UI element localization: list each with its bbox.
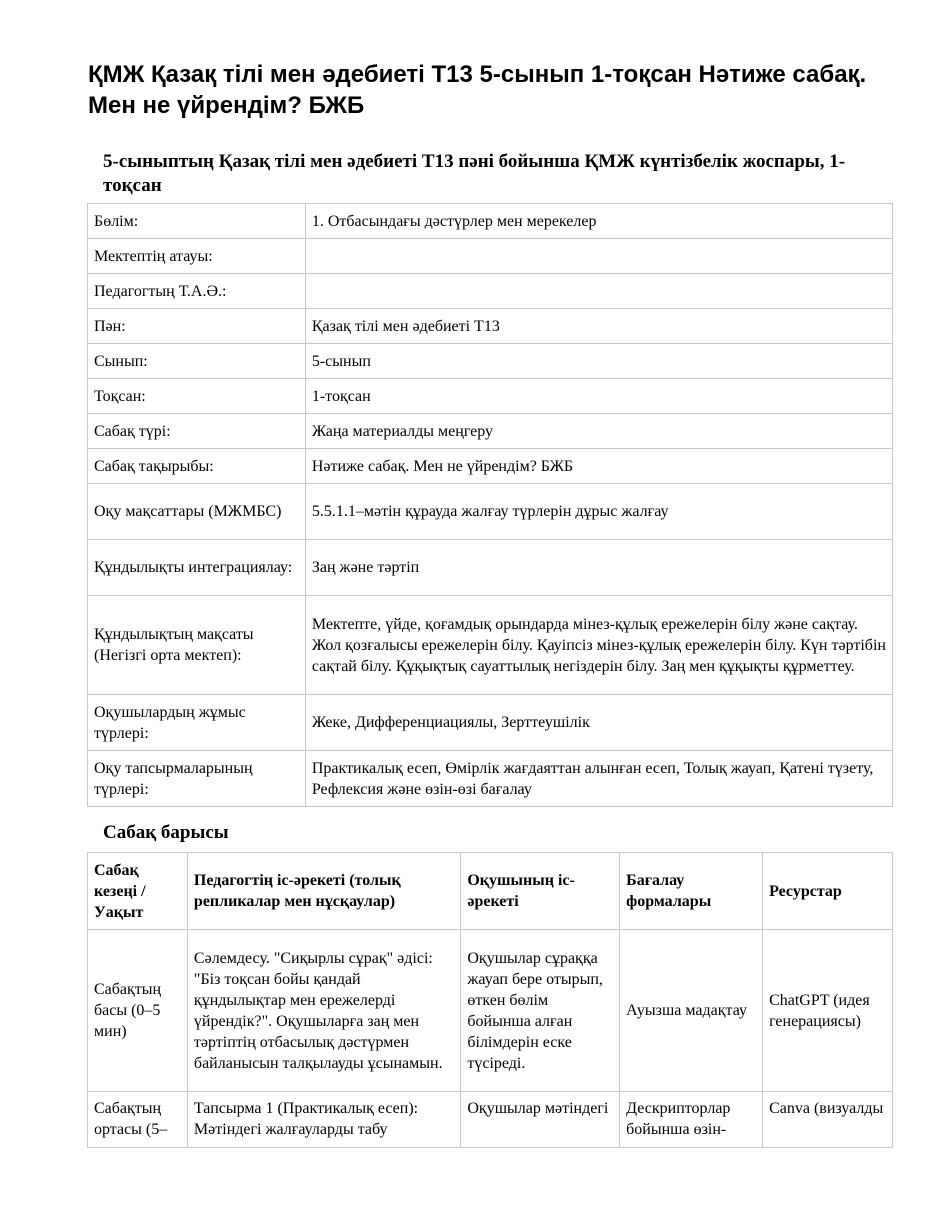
info-value: Қазақ тілі мен әдебиеті Т13 — [305, 309, 892, 344]
assessment-cell: Ауызша мадақтау — [620, 930, 763, 1092]
column-header-stage: Сабақ кезеңі / Уақыт — [88, 853, 188, 930]
column-header-resources: Ресурстар — [763, 853, 893, 930]
info-value: Жеке, Дифференциациялы, Зерттеушілік — [305, 695, 892, 751]
lesson-info-table — [87, 203, 893, 807]
info-row — [88, 204, 893, 239]
info-label: Сабақ тақырыбы: — [88, 449, 306, 484]
info-row — [88, 309, 893, 344]
info-row — [88, 344, 893, 379]
info-row — [88, 274, 893, 309]
info-label: Оқу тапсырмаларының түрлері: — [88, 751, 306, 807]
resources-cell: Canva (визуалды — [763, 1092, 893, 1148]
table-row — [88, 930, 893, 1092]
info-row — [88, 379, 893, 414]
student-cell: Оқушылар мәтіндегі — [461, 1092, 620, 1148]
column-header-student: Оқушының іс-әрекеті — [461, 853, 620, 930]
info-value: Мектепте, үйде, қоғамдық орындарда мінез-құлық ережелерін білу және сақтау. Жол қозғалысы ережелерін білу. Қауіпсіз мінез-құлық ережелерін білу. Күн тәртібін сақтай білу. Құқықтық сауаттылық негіздерін білу. Заң мен құқықты құрметтеу. — [305, 596, 892, 695]
info-label: Пән: — [88, 309, 306, 344]
info-value: 1. Отбасындағы дәстүрлер мен мерекелер — [305, 204, 892, 239]
info-value: Практикалық есеп, Өмірлік жағдаяттан алынған есеп, Толық жауап, Қатені түзету, Рефлексия және өзін-өзі бағалау — [305, 751, 892, 807]
assessment-cell: Дескрипторлар бойынша өзін- — [620, 1092, 763, 1148]
info-row — [88, 540, 893, 596]
info-label: Мектептің атауы: — [88, 239, 306, 274]
info-label: Педагогтың Т.А.Ә.: — [88, 274, 306, 309]
info-value: 1-тоқсан — [305, 379, 892, 414]
info-value: Жаңа материалды меңгеру — [305, 414, 892, 449]
info-label: Құндылықты интеграциялау: — [88, 540, 306, 596]
info-row — [88, 414, 893, 449]
lesson-heading: Сабақ барысы — [103, 822, 229, 843]
info-value: Заң және тәртіп — [305, 540, 892, 596]
resources-cell: ChatGPT (идея генерациясы) — [763, 930, 893, 1092]
info-value: 5.5.1.1–мәтін құрауда жалғау түрлерін дұрыс жалғау — [305, 484, 892, 540]
document-title: ҚМЖ Қазақ тілі мен әдебиеті Т13 5-сынып 1-тоқсан Нәтиже сабақ. Мен не үйрендім? БЖБ — [88, 61, 867, 119]
table-row — [88, 1092, 893, 1148]
info-label: Сабақ түрі: — [88, 414, 306, 449]
info-value — [305, 239, 892, 274]
info-row — [88, 596, 893, 695]
info-row — [88, 449, 893, 484]
student-cell: Оқушылар сұраққа жауап бере отырып, өткен бөлім бойынша алған білімдерін еске түсіреді. — [461, 930, 620, 1092]
plan-heading: 5-сыныптың Қазақ тілі мен әдебиеті Т13 пәні бойынша ҚМЖ күнтізбелік жоспары, 1-тоқсан — [103, 151, 846, 196]
column-header-assessment: Бағалау формалары — [620, 853, 763, 930]
info-label: Оқу мақсаттары (МЖМБС) — [88, 484, 306, 540]
stage-cell: Сабақтың ортасы (5– — [88, 1092, 188, 1148]
teacher-cell: Тапсырма 1 (Практикалық есеп): Мәтіндегі жалғауларды табу — [187, 1092, 460, 1148]
info-label: Бөлім: — [88, 204, 306, 239]
column-header-teacher: Педагогтің іс-әрекеті (толық репликалар мен нұсқаулар) — [187, 853, 460, 930]
info-value — [305, 274, 892, 309]
info-label: Құндылықтың мақсаты (Негізгі орта мектеп): — [88, 596, 306, 695]
info-label: Тоқсан: — [88, 379, 306, 414]
teacher-cell: Сәлемдесу. "Сиқырлы сұрақ" әдісі: "Біз тоқсан бойы қандай құндылықтар мен ережелерді үйрендік?". Оқушыларға заң мен тәртіптің отбасылық дәстүрмен байланысын талқылауды ұсынамын. — [187, 930, 460, 1092]
info-value: 5-сынып — [305, 344, 892, 379]
info-row — [88, 695, 893, 751]
info-row — [88, 239, 893, 274]
info-label: Оқушылардың жұмыс түрлері: — [88, 695, 306, 751]
info-row — [88, 484, 893, 540]
info-row — [88, 751, 893, 807]
lesson-flow-table — [87, 852, 893, 1148]
info-value: Нәтиже сабақ. Мен не үйрендім? БЖБ — [305, 449, 892, 484]
lesson-header-row — [88, 853, 893, 930]
stage-cell: Сабақтың басы (0–5 мин) — [88, 930, 188, 1092]
info-label: Сынып: — [88, 344, 306, 379]
